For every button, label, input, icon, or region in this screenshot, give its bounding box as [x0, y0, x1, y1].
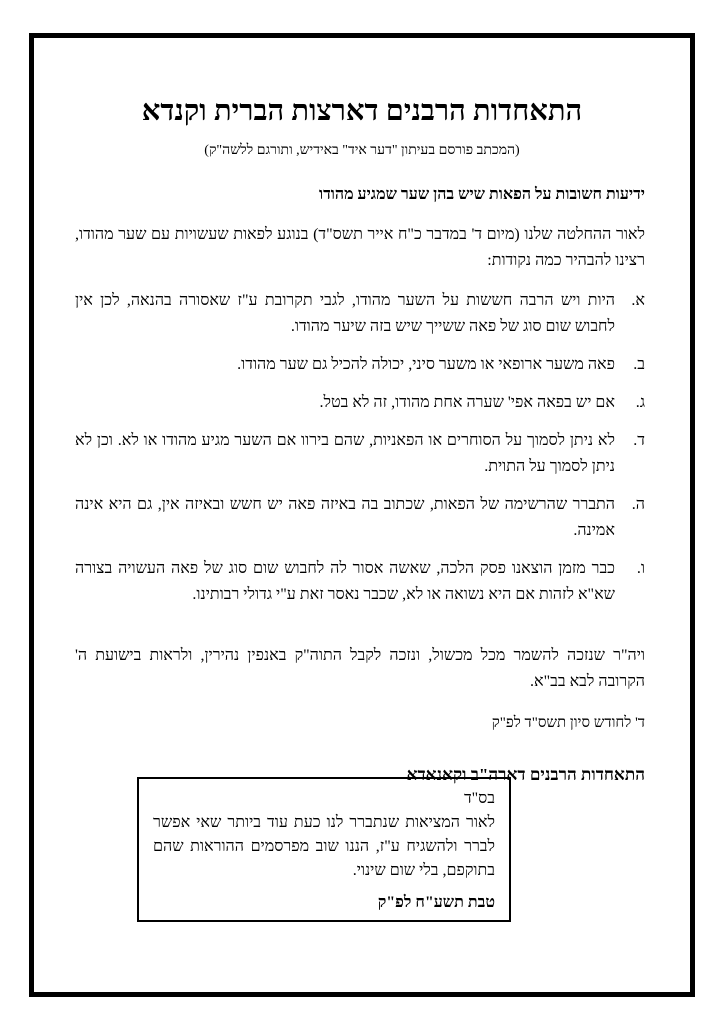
item-letter: א.: [631, 292, 645, 309]
list-item: [75, 428, 645, 480]
item-text: כבר מזמן הוצאנו פסק הלכה, שאשה אסור לה לחבוש שום סוג של פאה העשויה בצורה שא"א לזהות אם היא נשואה או לא, שכבר נאסר זאת ע"י גדולי רבותינו.: [75, 560, 615, 603]
notice-box: [137, 777, 511, 922]
notice-text: לאור המציאות שנתברר לנו כעת עוד ביותר שאי אפשר לברר ולהשגיח ע"ז, הננו שוב מפרסמים ההוראות שהם בתוקפם, בלי שום שינוי.: [153, 814, 495, 879]
item-letter: ג.: [635, 394, 645, 411]
section-heading: ידיעות חשובות על הפאות שיש בהן שער שמגיע מהודו: [318, 186, 645, 203]
item-text: היות ויש הרבה חששות על השער מהודו, לגבי תקרובת ע"ז שאסורה בהנאה, לכן אין לחבוש שום סוג של פאה ששייך שיש בזה שיער מהודו.: [75, 292, 615, 335]
list-item: [75, 288, 645, 340]
notice-date: טבת תשע"ח לפ"ק: [377, 894, 495, 911]
list-item: [75, 352, 645, 378]
item-letter: ה.: [631, 496, 645, 513]
item-text: אם יש בפאה אפי' שערה אחת מהודו, זה לא בטל.: [319, 394, 615, 411]
item-letter: ד.: [633, 432, 645, 449]
item-letter: ב.: [633, 356, 645, 373]
signature: התאחדות הרבנים דארה"ב וקאנאדא: [406, 765, 645, 784]
item-text: פאה משער ארופאי או משער סיני, יכולה להכיל גם שער מהודו.: [237, 356, 615, 373]
list-item: [75, 390, 645, 416]
document-date: ד' לחודש סיון תשס"ד לפ"ק: [491, 715, 645, 731]
points-list: [75, 288, 645, 620]
document-subtitle: (המכתב פורסם בעיתון "דער איד" באידיש, ותורגם ללשה"ק): [204, 143, 520, 158]
list-item: [75, 492, 645, 544]
item-text: לא ניתן לסמוך על הסוחרים או הפאניות, שהם בירוו אם השער מגיע מהודו או לא. וכן לא ניתן לסמוך על התוית.: [75, 432, 615, 475]
document-title: התאחדות הרבנים דארצות הברית וקנדא: [141, 95, 583, 127]
closing-paragraph: ויה"ר שנזכה להשמר מכל מכשול, ונזכה לקבל התוה"ק באנפין נהירין, ולראות בישועת ה' הקרובה לבא בב"א.: [75, 647, 645, 690]
list-item: [75, 556, 645, 608]
item-letter: ו.: [636, 560, 645, 577]
notice-bsd: בס"ד: [463, 790, 495, 807]
intro-paragraph: לאור ההחלטה שלנו (מיום ד' במדבר כ"ח אייר תשס"ד) בנוגע לפאות שעשויות עם שער מהודו, רצינו להבהיר כמה נקודות:: [75, 226, 645, 269]
item-text: התברר שהרשימה של הפאות, שכתוב בה באיזה פאה יש חשש ובאיזה אין, גם היא אינה אמינה.: [75, 496, 615, 539]
